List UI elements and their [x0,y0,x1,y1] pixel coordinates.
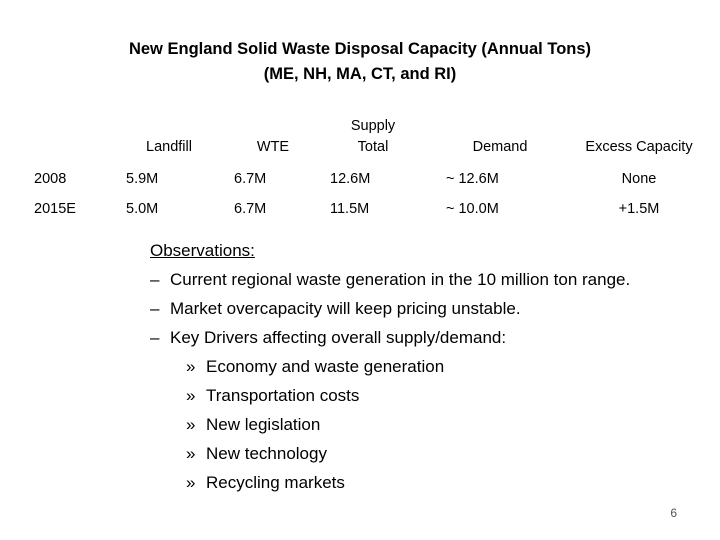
driver-item [150,410,630,439]
slide-title: New England Solid Waste Disposal Capacity (Annual Tons) [128,40,592,58]
cell-wte: 6.7M [234,201,267,217]
cell-year: 2015E [34,201,76,217]
header-supply-line1: Supply [350,118,396,134]
header-wte: WTE [256,139,290,155]
cell-demand: ~ 10.0M [446,201,499,217]
driver-item [150,381,630,410]
cell-landfill: 5.0M [126,201,159,217]
header-landfill: Landfill [146,139,192,155]
arrow-bullet: » [186,357,196,376]
header-empty [30,116,116,164]
cell-landfill: 5.9M [126,171,159,187]
cell-excess-capacity: None [621,171,657,187]
observation-item [150,294,630,323]
driver-text: Economy and waste generation [206,357,445,376]
arrow-bullet: » [186,415,196,434]
arrow-bullet: » [186,444,196,463]
table-header-row [30,116,700,164]
header-demand: Demand [472,139,528,155]
observation-item [150,265,630,294]
dash-bullet: – [150,270,160,289]
cell-demand: ~ 12.6M [446,171,499,187]
dash-bullet: – [150,328,160,347]
driver-item [150,352,630,381]
observations-block [150,236,630,497]
page-number: 6 [670,506,677,520]
cell-supply-total: 11.5M [330,201,370,217]
observation-text: Market overcapacity will keep pricing unstable. [170,299,521,318]
driver-item [150,439,630,468]
header-excess-capacity: Excess Capacity [585,139,693,155]
driver-text: New technology [206,444,327,463]
arrow-bullet: » [186,386,196,405]
dash-bullet: – [150,299,160,318]
observations-heading: Observations: [150,241,255,260]
observation-text: Current regional waste generation in the 10 million ton range. [170,270,631,289]
cell-supply-total: 12.6M [330,171,371,187]
driver-text: Transportation costs [206,386,360,405]
driver-text: Recycling markets [206,473,345,492]
slide-subtitle: (ME, NH, MA, CT, and RI) [263,65,457,83]
table-row [30,194,700,224]
header-supply-total [324,116,426,164]
table-row [30,164,700,194]
observation-text: Key Drivers affecting overall supply/demand: [170,328,507,347]
header-supply-line2: Total [357,139,389,155]
arrow-bullet: » [186,473,196,492]
observation-item [150,323,630,352]
cell-excess-capacity: +1.5M [618,201,660,217]
cell-wte: 6.7M [234,171,267,187]
driver-text: New legislation [206,415,321,434]
cell-year: 2008 [34,171,67,187]
driver-item [150,468,630,497]
capacity-table [30,116,700,224]
